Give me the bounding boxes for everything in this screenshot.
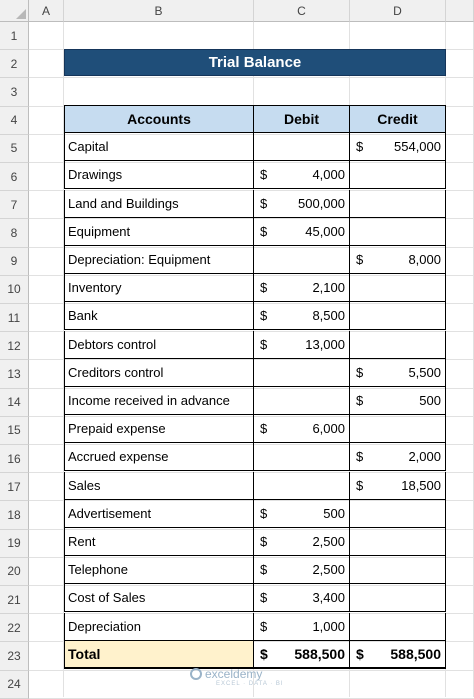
total-credit-cell[interactable] [350,641,446,669]
currency-symbol: $ [356,646,364,663]
row-header[interactable]: 23 [0,642,29,670]
amount-value: 1,000 [312,618,345,634]
credit-cell[interactable] [350,331,446,359]
credit-cell[interactable] [350,472,446,500]
row-header[interactable]: 18 [0,501,29,529]
row-header[interactable]: 10 [0,276,29,304]
debit-cell[interactable] [254,218,350,246]
row-header[interactable]: 3 [0,78,29,106]
currency-symbol: $ [260,590,268,606]
amount-value: 6,000 [312,421,345,437]
account-name[interactable]: Depreciation [64,613,254,641]
currency-symbol: $ [260,505,268,521]
currency-symbol: $ [260,646,268,663]
account-name[interactable]: Accrued expense [64,443,254,471]
amount-value: 13,000 [305,336,345,352]
debit-cell[interactable] [254,584,350,612]
header-debit[interactable]: Debit [254,105,350,133]
account-name[interactable]: Capital [64,133,254,161]
debit-cell[interactable] [254,274,350,302]
table-row [64,302,446,330]
debit-cell[interactable] [254,190,350,218]
currency-symbol: $ [260,280,268,296]
row-header[interactable]: 11 [0,304,29,332]
debit-cell[interactable] [254,161,350,189]
exceldemy-logo-icon [190,668,202,680]
row-header[interactable]: 13 [0,360,29,388]
amount-value: 500,000 [298,195,345,211]
row-header[interactable]: 5 [0,135,29,163]
table-row [64,415,446,443]
column-header[interactable]: D [350,0,446,22]
debit-cell[interactable] [254,359,350,387]
row-header[interactable]: 14 [0,389,29,417]
credit-cell[interactable] [350,415,446,443]
account-name[interactable]: Equipment [64,218,254,246]
select-all-triangle-icon [16,9,26,19]
credit-cell[interactable] [350,556,446,584]
currency-symbol: $ [260,534,268,549]
account-name[interactable]: Prepaid expense [64,415,254,443]
currency-symbol: $ [260,223,268,239]
gridline-horizontal [29,77,474,78]
account-name[interactable]: Debtors control [64,331,254,359]
amount-value: 8,000 [408,252,441,267]
credit-cell[interactable] [350,359,446,387]
table-row [64,387,446,415]
credit-cell[interactable] [350,500,446,528]
amount-value: 500 [419,393,441,408]
table-row [64,359,446,387]
table-row [64,161,446,189]
amount-value: 2,500 [312,562,345,578]
credit-cell[interactable] [350,528,446,556]
credit-cell[interactable] [350,218,446,246]
table-row [64,528,446,556]
debit-cell[interactable] [254,302,350,330]
credit-cell[interactable] [350,302,446,330]
column-header[interactable]: B [64,0,254,22]
currency-symbol: $ [356,449,364,465]
debit-cell[interactable] [254,472,350,500]
row-header[interactable]: 2 [0,50,29,78]
table-row [64,472,446,500]
credit-cell[interactable] [350,387,446,415]
credit-cell[interactable] [350,584,446,612]
credit-cell[interactable] [350,190,446,218]
currency-symbol: $ [260,336,268,352]
row-header[interactable]: 8 [0,219,29,247]
total-row [64,641,446,669]
currency-symbol: $ [356,393,364,408]
currency-symbol: $ [356,252,364,267]
debit-cell[interactable] [254,133,350,161]
account-name[interactable]: Rent [64,528,254,556]
trial-balance-title[interactable]: Trial Balance [64,49,446,76]
debit-cell[interactable] [254,613,350,641]
row-header[interactable]: 17 [0,473,29,501]
account-name[interactable]: Telephone [64,556,254,584]
amount-value: 4,000 [312,167,345,183]
row-header[interactable]: 21 [0,586,29,614]
header-credit[interactable]: Credit [350,105,446,133]
amount-value: 18,500 [401,477,441,493]
currency-symbol: $ [356,139,364,155]
currency-symbol: $ [260,562,268,578]
table-header-row [64,105,446,133]
amount-value: 588,500 [390,646,441,663]
select-all-corner[interactable] [0,0,29,22]
row-header[interactable]: 7 [0,191,29,219]
amount-value: 500 [323,505,345,521]
currency-symbol: $ [260,618,268,634]
currency-symbol: $ [260,195,268,211]
table-row [64,613,446,641]
debit-cell[interactable] [254,331,350,359]
table-row [64,556,446,584]
debit-cell[interactable] [254,556,350,584]
row-header[interactable]: 19 [0,530,29,558]
debit-cell[interactable] [254,528,350,556]
amount-value: 588,500 [294,646,345,663]
table-row [64,500,446,528]
credit-cell[interactable] [350,443,446,471]
header-accounts[interactable]: Accounts [64,105,254,133]
amount-value: 5,500 [408,364,441,380]
table-row [64,274,446,302]
account-name[interactable]: Creditors control [64,359,254,387]
currency-symbol: $ [260,308,268,324]
column-header[interactable]: C [254,0,350,22]
amount-value: 2,100 [312,280,345,296]
row-header[interactable]: 9 [0,248,29,276]
total-label[interactable]: Total [64,641,254,669]
row-header[interactable]: 6 [0,163,29,191]
amount-value: 2,000 [408,449,441,465]
row-header[interactable]: 24 [0,671,29,699]
amount-value: 554,000 [394,139,441,155]
table-row [64,246,446,274]
credit-cell[interactable] [350,613,446,641]
account-name[interactable]: Income received in advance [64,387,254,415]
account-name[interactable]: Bank [64,302,254,330]
debit-cell[interactable] [254,500,350,528]
table-row [64,331,446,359]
watermark-brand: exceldemy [205,667,263,681]
debit-cell[interactable] [254,415,350,443]
row-header[interactable]: 12 [0,332,29,360]
credit-cell[interactable] [350,133,446,161]
watermark-tagline: EXCEL · DATA · BI [216,681,284,687]
currency-symbol: $ [356,477,364,493]
credit-cell[interactable] [350,161,446,189]
currency-symbol: $ [260,421,268,437]
row-header[interactable]: 1 [0,22,29,50]
table-row [64,584,446,612]
exceldemy-watermark [190,667,262,681]
account-name[interactable]: Depreciation: Equipment [64,246,254,274]
table-row [64,443,446,471]
table-row [64,133,446,161]
credit-cell[interactable] [350,274,446,302]
total-debit-cell[interactable] [254,641,350,669]
amount-value: 3,400 [312,590,345,606]
account-name[interactable]: Cost of Sales [64,584,254,612]
debit-cell[interactable] [254,246,350,274]
column-header[interactable]: A [29,0,64,22]
currency-symbol: $ [260,167,268,183]
currency-symbol: $ [356,364,364,380]
debit-cell[interactable] [254,443,350,471]
credit-cell[interactable] [350,246,446,274]
account-name[interactable]: Land and Buildings [64,190,254,218]
account-name[interactable]: Drawings [64,161,254,189]
column-header[interactable] [446,0,474,22]
table-row [64,218,446,246]
debit-cell[interactable] [254,387,350,415]
row-header[interactable]: 16 [0,445,29,473]
amount-value: 8,500 [312,308,345,324]
account-name[interactable]: Sales [64,472,254,500]
account-name[interactable]: Inventory [64,274,254,302]
row-header[interactable]: 15 [0,417,29,445]
account-name[interactable]: Advertisement [64,500,254,528]
row-header[interactable]: 22 [0,614,29,642]
amount-value: 45,000 [305,223,345,239]
row-header[interactable]: 20 [0,558,29,586]
table-row [64,190,446,218]
amount-value: 2,500 [312,534,345,549]
row-header[interactable]: 4 [0,107,29,135]
